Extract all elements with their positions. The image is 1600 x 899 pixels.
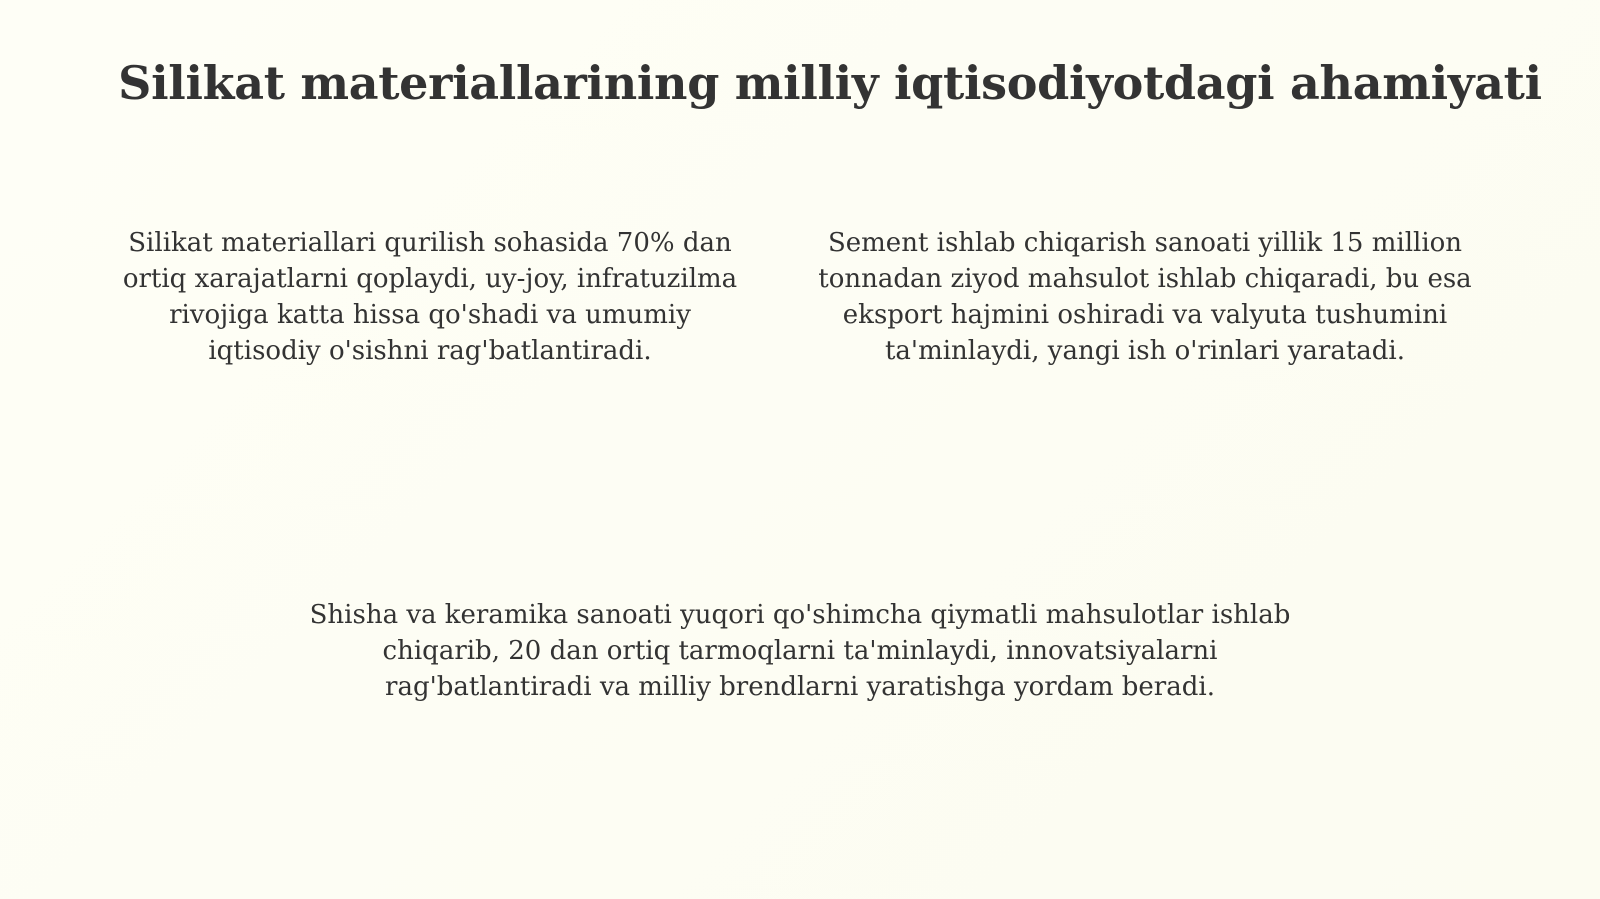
paragraph-cement: Sement ishlab chiqarish sanoati yillik 15 million tonnadan ziyod mahsulot ishlab chiqaradi, bu esa eksport hajmini oshiradi va valyuta tushumini ta'minlaydi, yangi ish o'rinlari yaratadi. (818, 228, 1472, 366)
paragraph-glass-ceramics: Shisha va keramika sanoati yuqori qo'shimcha qiymatli mahsulotlar ishlab chiqarib, 20 dan ortiq tarmoqlarni ta'minlaydi, innovatsiyalarni rag'batlantiradi va milliy brendlarni yaratishga yordam beradi. (309, 600, 1291, 702)
slide-title: Silikat materiallarining milliy iqtisodiyotdagi ahamiyati (118, 56, 1542, 110)
paragraph-construction: Silikat materiallari qurilish sohasida 70% dan ortiq xarajatlarni qoplaydi, uy-joy, infratuzilma rivojiga katta hissa qo'shadi va umumiy iqtisodiy o'sishni rag'batlantiradi. (122, 228, 738, 366)
